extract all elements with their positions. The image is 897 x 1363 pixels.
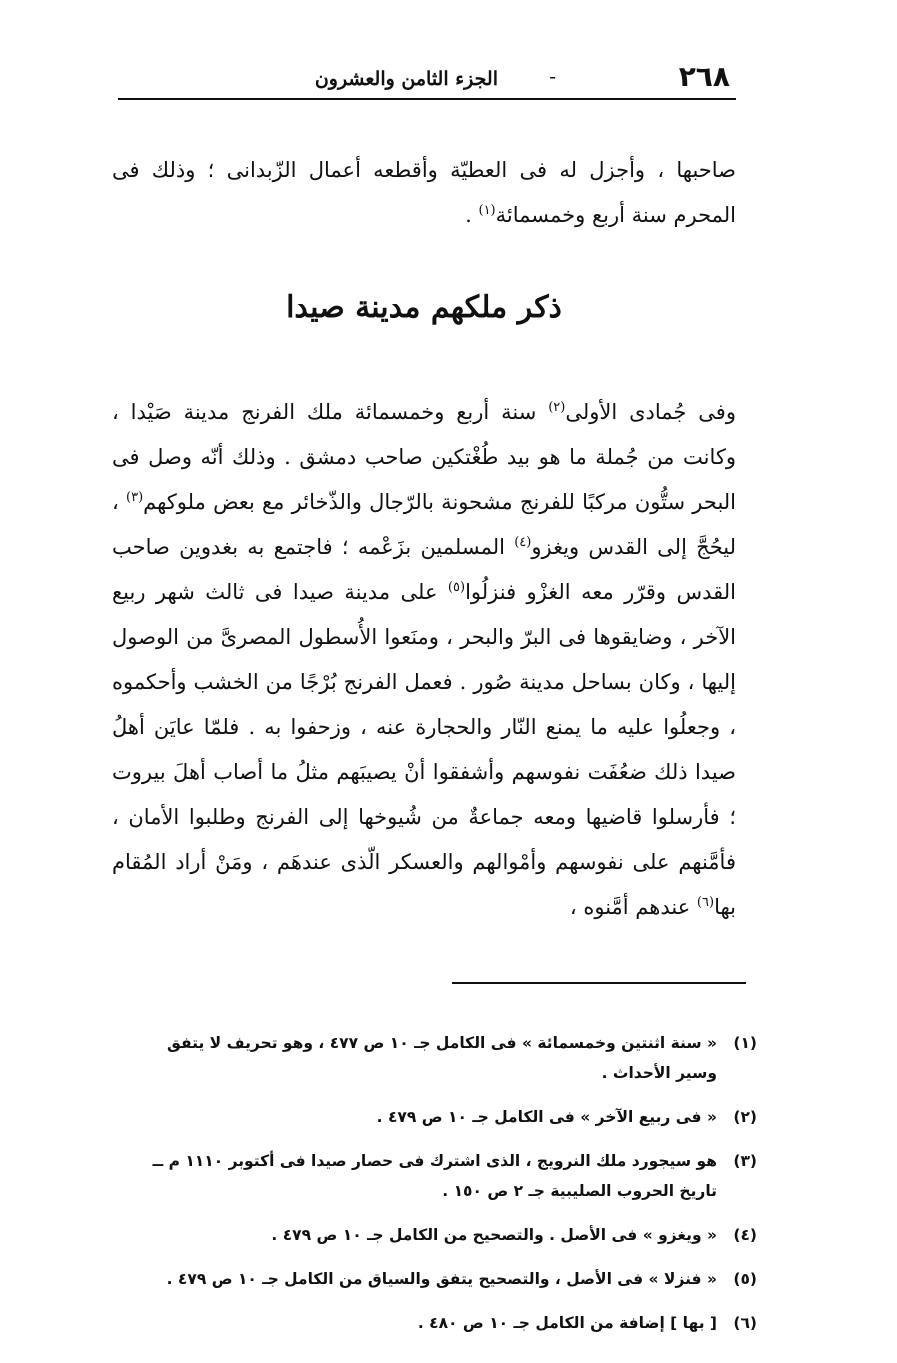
footnote-number: (٢) [733, 1108, 757, 1126]
section-paragraph [112, 390, 736, 930]
footnote-text: [ بها ] إضافة من الكامل جـ ١٠ ص ٤٨٠ . [417, 1314, 717, 1332]
paragraph-segment: عندهم أمَّنوه ، [569, 895, 697, 919]
footnote-divider [452, 982, 746, 984]
footnote-number: (١) [733, 1034, 757, 1052]
footnote-text: هو سيجورد ملك النرويج ، الذى اشترك فى حصار صيدا فى أكتوبر ١١١٠ م ــ تاريخ الحروب الصليبية جـ ٢ ص ١٥٠ . [152, 1152, 717, 1200]
paragraph-segment: على مدينة صيدا فى ثالث شهر ربيع الآخر ، وضايقوها فى البرّ والبحر ، ومنَعوا الأُسطول المصرىَّ من الوصول إليها ، وكان بساحل مدينة صُور . فعمل الفرنج بُرْجًا من الخشب وأحكموه ، وجعلُوا عليه ما يمنع النّار والحجارة عنه ، وزحفوا به . فلمّا عايَن أهلُ صيدا ذلك ضعُفَت نفوسهم وأشفقوا أنْ يصيبَهم مثلُ ما أصاب أهلَ بيروت ؛ فأرسلوا قاضيها ومعه جماعةٌ من شُيوخها إلى الفرنج وطلبوا الأمان ، فأمَّنهم على نفوسهم وأمْوالهم والعسكر الّذى عندهَم ، ومَنْ أراد المُقام بها [112, 580, 736, 919]
footnote [125, 1308, 757, 1338]
paragraph-segment: وفى جُمادى الأولى [565, 400, 736, 424]
footnotes-list [125, 1028, 757, 1352]
footnote-ref-5: (٥) [447, 580, 466, 595]
paragraph-text: صاحبها ، وأجزل له فى العطيّة وأقطعه أعمال الزّبدانى ؛ وذلك فى المحرم سنة أربع وخمسمائة [112, 158, 736, 227]
footnote [125, 1028, 757, 1088]
footnote-ref-3: (٣) [126, 490, 144, 505]
section-heading: ذكر ملكهم مدينة صيدا [286, 290, 562, 325]
footnote [125, 1220, 757, 1250]
footnote-number: (٥) [733, 1270, 757, 1288]
footnote-ref-2: (٢) [548, 400, 566, 415]
paragraph-segment: سنة أربع وخمسمائة ملك الفرنج مدينة صَيْدا ، وكانت من جُملة ما هو بيد طُغْتكين صاحب دمشق . وذلك أنّه وصل فى البحر ستُّون مركبًا للفرنج مشحونة بالرّجال والذّخائر مع بعض ملوكهم [112, 400, 737, 514]
footnote-text: « سنة اثنتين وخمسمائة » فى الكامل جـ ١٠ ص ٤٧٧ ، وهو تحريف لا يتفق وسير الأحداث . [167, 1034, 717, 1082]
footnote-number: (٤) [733, 1226, 757, 1244]
volume-title: الجزء الثامن والعشرون [314, 68, 498, 90]
paragraph-segment: المسلمين بزَعْمه ؛ فاجتمع به بغدوين صاحب القدس وقرّر معه الغزْو فنزلُوا [112, 535, 736, 604]
footnote-number: (٦) [733, 1314, 757, 1332]
footnote-ref-1: (١) [478, 203, 496, 218]
footnote-text: « فى ربيع الآخر » فى الكامل جـ ١٠ ص ٤٧٩ . [376, 1108, 717, 1126]
header-separator: - [549, 64, 556, 88]
footnote-ref-6: (٦) [696, 895, 715, 910]
footnote-text: « فنزلا » فى الأصل ، والتصحيح يتفق والسياق من الكامل جـ ١٠ ص ٤٧٩ . [166, 1270, 717, 1288]
running-header [118, 58, 736, 100]
paragraph-continuation [112, 148, 736, 238]
footnote [125, 1146, 757, 1206]
paragraph-tail: . [465, 203, 479, 227]
page-number: ٢٦٨ [678, 60, 730, 93]
footnote-number: (٣) [733, 1152, 757, 1170]
footnote-text: « ويغزو » فى الأصل . والتصحيح من الكامل جـ ١٠ ص ٤٧٩ . [271, 1226, 717, 1244]
paragraph-segment: ، ليحُجَّ إلى القدس ويغزو [112, 490, 736, 559]
footnote [125, 1264, 757, 1294]
footnote [125, 1102, 757, 1132]
footnote-ref-4: (٤) [514, 535, 532, 550]
